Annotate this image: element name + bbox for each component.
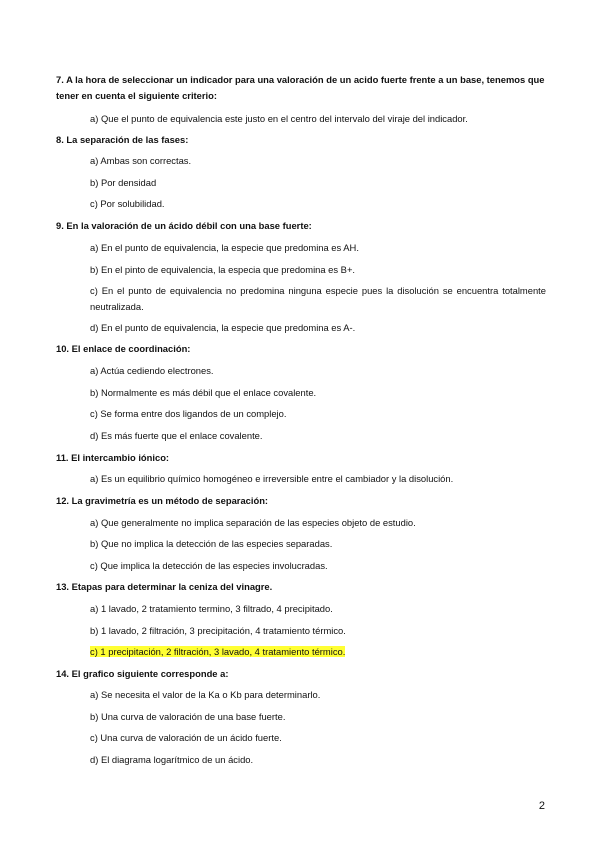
question-10-option-a: a) Actúa cediendo electrones. bbox=[90, 365, 214, 376]
question-10-option-b: b) Normalmente es más débil que el enlace covalente. bbox=[90, 387, 317, 398]
question-11-title: 11. El intercambio iónico: bbox=[56, 452, 170, 463]
question-9-option-a: a) En el punto de equivalencia, la especie que predomina es AH. bbox=[90, 242, 359, 253]
question-13-title: 13. Etapas para determinar la ceniza del vinagre. bbox=[56, 581, 273, 592]
question-8-title: 8. La separación de las fases: bbox=[56, 134, 189, 145]
highlighted-answer: c) 1 precipitación, 2 filtración, 3 lavado, 4 tratamiento térmico. bbox=[90, 646, 346, 657]
question-12-option-b: b) Que no implica la detección de las especies separadas. bbox=[90, 538, 333, 549]
question-9-title: 9. En la valoración de un ácido débil con una base fuerte: bbox=[56, 220, 312, 231]
question-14-option-a: a) Se necesita el valor de la Ka o Kb para determinarlo. bbox=[90, 689, 321, 700]
question-14-title: 14. El grafico siguiente corresponde a: bbox=[56, 668, 229, 679]
question-7-option-a: a) Que el punto de equivalencia este justo en el centro del intervalo del viraje del indicador. bbox=[90, 113, 468, 124]
question-10-title: 10. El enlace de coordinación: bbox=[56, 343, 191, 354]
question-13-option-c-highlighted bbox=[90, 644, 546, 660]
question-14-option-c: c) Una curva de valoración de un ácido fuerte. bbox=[90, 732, 282, 743]
question-10-option-c: c) Se forma entre dos ligandos de un complejo. bbox=[90, 408, 287, 419]
question-13-option-a: a) 1 lavado, 2 tratamiento termino, 3 filtrado, 4 precipitado. bbox=[90, 603, 333, 614]
question-14-option-d: d) El diagrama logarítmico de un ácido. bbox=[90, 754, 254, 765]
question-8-option-c: c) Por solubilidad. bbox=[90, 198, 165, 209]
question-12-option-c: c) Que implica la detección de las especies involucradas. bbox=[90, 560, 328, 571]
page-number: 2 bbox=[538, 800, 545, 812]
question-12-option-a: a) Que generalmente no implica separación de las especies objeto de estudio. bbox=[90, 517, 416, 528]
question-13-option-b: b) 1 lavado, 2 filtración, 3 precipitación, 4 tratamiento térmico. bbox=[90, 625, 346, 636]
question-9-option-d: d) En el punto de equivalencia, la especie que predomina es A-. bbox=[90, 322, 356, 333]
question-12-title: 12. La gravimetría es un método de separación: bbox=[56, 495, 269, 506]
question-11-option-a: a) Es un equilibrio químico homogéneo e irreversible entre el cambiador y la disolución. bbox=[90, 473, 454, 484]
question-9-option-c: c) En el punto de equivalencia no predomina ninguna especie pues la disolución se encuentra totalmente neutralizada. bbox=[90, 285, 546, 312]
question-9-option-b: b) En el pinto de equivalencia, la especia que predomina es B+. bbox=[90, 264, 356, 275]
question-14-option-b: b) Una curva de valoración de una base fuerte. bbox=[90, 711, 286, 722]
question-7-title: 7. A la hora de seleccionar un indicador para una valoración de un acido fuerte frente a un base, tenemos que tener en cuenta el siguiente criterio: bbox=[56, 74, 545, 101]
question-8-option-b: b) Por densidad bbox=[90, 177, 157, 188]
question-10-option-d: d) Es más fuerte que el enlace covalente. bbox=[90, 430, 263, 441]
question-8-option-a: a) Ambas son correctas. bbox=[90, 155, 192, 166]
